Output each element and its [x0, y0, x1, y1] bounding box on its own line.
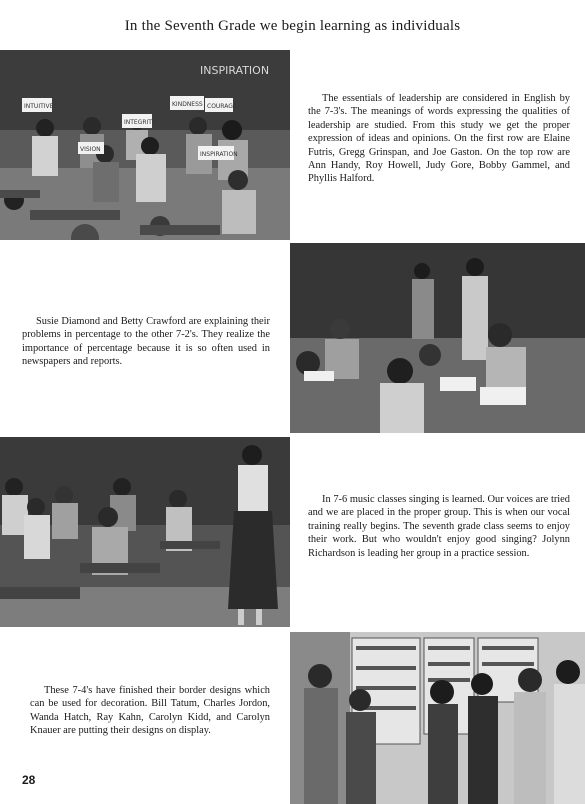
- caption-border-designs: These 7-4's have finished their border designs which can be used for decoration. Bill Tatum, Charles Jordon, Wanda Hatch, Ray Kahn, Carolyn Kidd, and Carolyn Knauer are putting their designs on display.: [30, 685, 270, 737]
- caption-music-class: In 7-6 music classes singing is learned. Our voices are tried and we are placed in the proper group. This is when our vocal training really begins. The seventh grade class seems to enjoy their work. But who wouldn't enjoy good singing? Jolynn Richardson is leading her group in a practice session.: [308, 494, 570, 559]
- page-number: 28: [22, 773, 36, 787]
- caption-english-class: The essentials of leadership are considered in English by the 7-3's. The meanings of words expressing the qualities of leadership are studied. From this study we get the proper expression of ideas and opinions. On the first row are Elaine Futris, Gregg Grinspan, and Joe Gaston. On the top row are Ann Handy, Roy Howell, Judy Gore, Bobby Gammel, and Phyllis Halford.: [308, 93, 570, 185]
- photo-percentage-lesson: [290, 243, 585, 433]
- svg-text:VISION: VISION: [80, 146, 101, 153]
- caption-percentage-lesson: Susie Diamond and Betty Crawford are explaining their problems in percentage to the other 7-2's. They realize the importance of percentage because it is so often used in newspapers and reports.: [22, 316, 270, 368]
- photo-english-class: [0, 50, 290, 240]
- board-text: INSPIRATION: [200, 64, 270, 77]
- svg-text:KINDNESS: KINDNESS: [172, 101, 203, 108]
- svg-text:INSPIRATION: INSPIRATION: [200, 151, 238, 158]
- svg-text:COURAGE: COURAGE: [207, 103, 237, 110]
- photo-music-class: [0, 437, 290, 627]
- svg-text:INTEGRITY: INTEGRITY: [124, 119, 156, 126]
- svg-text:INTUITIVE: INTUITIVE: [24, 103, 54, 110]
- page-title: In the Seventh Grade we begin learning as individuals: [124, 18, 461, 34]
- photo-border-designs: [290, 632, 585, 804]
